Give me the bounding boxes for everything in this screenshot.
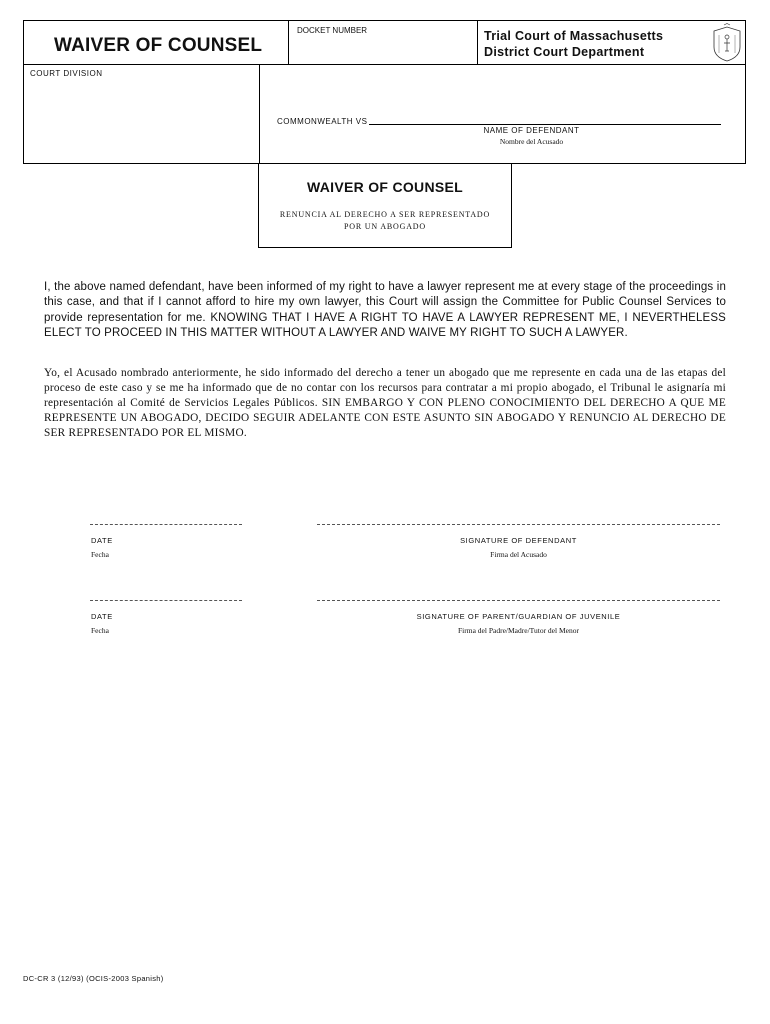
case-info-row <box>23 64 746 164</box>
court-info <box>478 21 745 64</box>
defendant-signature-field[interactable] <box>317 524 720 525</box>
section-title: WAIVER OF COUNSEL <box>307 179 463 195</box>
section-title-box <box>258 164 512 248</box>
form-header <box>23 20 746 65</box>
defendant-date-label: DATE <box>91 536 113 545</box>
guardian-date-label-es: Fecha <box>91 626 109 635</box>
defendant-name-label: NAME OF DEFENDANT <box>483 126 580 135</box>
defendant-name-label-es: Nombre del Acusado <box>499 137 564 146</box>
docket-number-field[interactable] <box>289 21 478 64</box>
guardian-date-label: DATE <box>91 612 113 621</box>
section-subtitle-es-line1: RENUNCIA AL DERECHO A SER REPRESENTADO <box>279 210 491 219</box>
guardian-signature-label: SIGNATURE OF PARENT/GUARDIAN OF JUVENILE <box>416 612 621 621</box>
defendant-signature-label-es: Firma del Acusado <box>490 550 547 559</box>
defendant-signature-label: SIGNATURE OF DEFENDANT <box>460 536 577 545</box>
guardian-date-field[interactable] <box>90 600 242 601</box>
waiver-statement-spanish: Yo, el Acusado nombrado anteriormente, he sido informado del derecho a tener un abogado que me represente en cada una de las etapas del proceso de este caso y se me ha informado que de no contar con los recursos para contratar a mi propio abogado, el Tribunal le asignaría mi representación al Comité de Servicios Legales Públicos. SIN EMBARGO Y CON PLENO CONOCIMIENTO DEL DERECHO A QUE ME REPRESENTE UN ABOGADO, DECIDO SEGUIR ADELANTE CON ESTE ASUNTO SIN ABOGADO Y RENUNCIO AL DERECHO DE SER REPRESENTADO POR EL MISMO. <box>44 367 726 439</box>
massachusetts-seal-icon <box>710 23 744 63</box>
commonwealth-vs-label: COMMONWEALTH VS <box>277 117 368 126</box>
court-division-field[interactable] <box>24 64 260 163</box>
court-division-label: COURT DIVISION <box>30 69 103 78</box>
section-subtitle-es-line2: POR UN ABOGADO <box>344 222 426 231</box>
docket-number-label: DOCKET NUMBER <box>297 26 368 35</box>
title-box <box>24 21 289 64</box>
waiver-statement-english: I, the above named defendant, have been informed of my right to have a lawyer represent me at every stage of the proceedings in this case, and that if I cannot afford to hire my own lawyer, this Court will assign the Committee for Public Counsel Services to provide representation for me. KNOWING THAT I HAVE A RIGHT TO HAVE A LAWYER REPRESENT ME, I NEVERTHELESS ELECT TO PROCEED IN THIS MATTER WITHOUT A LAWYER AND WAIVE MY RIGHT TO SUCH A LAWYER. <box>44 281 726 339</box>
defendant-name-field[interactable] <box>369 124 721 125</box>
guardian-signature-label-es: Firma del Padre/Madre/Tutor del Menor <box>458 626 579 635</box>
form-code: DC-CR 3 (12/93) (OCIS-2003 Spanish) <box>23 974 164 983</box>
defendant-date-label-es: Fecha <box>91 550 109 559</box>
court-department: District Court Department <box>484 45 645 59</box>
form-title: WAIVER OF COUNSEL <box>54 35 263 56</box>
defendant-date-field[interactable] <box>90 524 242 525</box>
court-name: Trial Court of Massachusetts <box>484 29 664 43</box>
guardian-signature-field[interactable] <box>317 600 720 601</box>
